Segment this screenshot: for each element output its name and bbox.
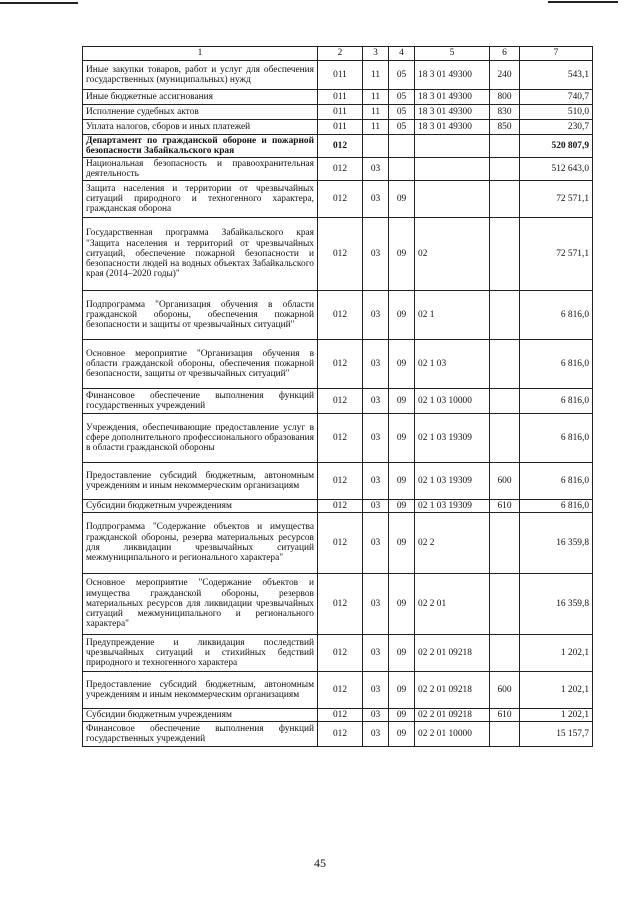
cell-expense-type — [490, 135, 520, 158]
cell-name: Предоставление субсидий бюджетным, автономным учреждениям и иным некоммерческим организациям — [83, 672, 318, 709]
cell-section: 03 — [363, 158, 389, 181]
cell-subsection: 09 — [389, 463, 415, 500]
cell-amount: 6 816,0 — [520, 414, 593, 463]
table-row — [83, 414, 593, 463]
cell-subsection — [389, 158, 415, 181]
col-header: 4 — [389, 47, 415, 61]
cell-subsection: 09 — [389, 500, 415, 513]
page-number: 45 — [314, 856, 326, 870]
col-header: 3 — [363, 47, 389, 61]
cell-subsection: 09 — [389, 218, 415, 291]
cell-expense-type: 800 — [490, 90, 520, 105]
cell-name: Учреждения, обеспечивающие предоставление услуг в сфере дополнительного профессионального образования в области гражданской обороны — [83, 414, 318, 463]
cell-name: Основное мероприятие "Организация обучения в области гражданской обороны, обеспечения пожарной безопасности, защиты от чрезвычайных ситуаций" — [83, 340, 318, 389]
table-row — [83, 291, 593, 340]
scan-edge-mark — [548, 1, 618, 3]
cell-expense-type — [490, 218, 520, 291]
cell-name: Субсидии бюджетным учреждениям — [83, 709, 318, 722]
table-row — [83, 61, 593, 90]
cell-amount: 1 202,1 — [520, 672, 593, 709]
col-header: 6 — [490, 47, 520, 61]
cell-expense-type: 850 — [490, 120, 520, 135]
cell-amount: 16 359,8 — [520, 574, 593, 635]
cell-section: 03 — [363, 340, 389, 389]
cell-amount: 72 571,1 — [520, 181, 593, 218]
cell-section: 03 — [363, 722, 389, 747]
cell-target-article: 02 1 03 19309 — [415, 463, 490, 500]
cell-target-article: 02 2 01 09218 — [415, 635, 490, 672]
cell-section: 11 — [363, 90, 389, 105]
cell-ministry-code: 012 — [318, 672, 363, 709]
cell-name: Департамент по гражданской обороне и пожарной безопасности Забайкальского края — [83, 135, 318, 158]
cell-amount: 520 807,9 — [520, 135, 593, 158]
cell-amount: 230,7 — [520, 120, 593, 135]
cell-ministry-code: 012 — [318, 340, 363, 389]
table-row — [83, 722, 593, 747]
table-row — [83, 158, 593, 181]
cell-name: Финансовое обеспечение выполнения функций государственных учреждений — [83, 389, 318, 414]
cell-subsection: 05 — [389, 105, 415, 120]
cell-expense-type: 600 — [490, 672, 520, 709]
cell-ministry-code: 011 — [318, 120, 363, 135]
cell-ministry-code: 012 — [318, 181, 363, 218]
cell-section: 03 — [363, 463, 389, 500]
cell-expense-type — [490, 291, 520, 340]
cell-subsection: 09 — [389, 722, 415, 747]
cell-ministry-code: 012 — [318, 574, 363, 635]
cell-amount: 16 359,8 — [520, 513, 593, 574]
cell-subsection: 09 — [389, 574, 415, 635]
table-row — [83, 389, 593, 414]
table-row — [83, 120, 593, 135]
cell-name: Основное мероприятие "Содержание объектов и имущества гражданской обороны, резервов материальных ресурсов для ликвидации чрезвычайных ситуаций межмуниципального и регионального характера" — [83, 574, 318, 635]
cell-amount: 6 816,0 — [520, 340, 593, 389]
cell-target-article: 02 1 03 10000 — [415, 389, 490, 414]
cell-section: 11 — [363, 105, 389, 120]
cell-ministry-code: 011 — [318, 105, 363, 120]
cell-ministry-code: 012 — [318, 218, 363, 291]
cell-ministry-code: 012 — [318, 158, 363, 181]
table-row — [83, 672, 593, 709]
col-header: 5 — [415, 47, 490, 61]
cell-name: Иные бюджетные ассигнования — [83, 90, 318, 105]
cell-ministry-code: 012 — [318, 709, 363, 722]
cell-expense-type — [490, 513, 520, 574]
cell-target-article — [415, 135, 490, 158]
cell-name: Государственная программа Забайкальского края "Защита населения и территорий от чрезвычайных ситуаций, обеспечение пожарной безопасности и безопасности людей на водных объектах Забайкальского края (2014–2020 годы)" — [83, 218, 318, 291]
cell-amount: 1 202,1 — [520, 709, 593, 722]
cell-name: Защита населения и территории от чрезвычайных ситуаций природного и техногенного характера, гражданская оборона — [83, 181, 318, 218]
cell-target-article: 18 3 01 49300 — [415, 120, 490, 135]
cell-expense-type — [490, 635, 520, 672]
cell-expense-type — [490, 414, 520, 463]
cell-target-article: 02 2 01 — [415, 574, 490, 635]
cell-name: Субсидии бюджетным учреждениям — [83, 500, 318, 513]
cell-name: Финансовое обеспечение выполнения функций государственных учреждений — [83, 722, 318, 747]
cell-amount: 740,7 — [520, 90, 593, 105]
cell-expense-type — [490, 722, 520, 747]
cell-section: 11 — [363, 61, 389, 90]
cell-ministry-code: 012 — [318, 135, 363, 158]
table-row — [83, 90, 593, 105]
table-row — [83, 574, 593, 635]
cell-target-article: 02 1 03 — [415, 340, 490, 389]
cell-name: Подпрограмма "Содержание объектов и имущества гражданской обороны, резерва материальных ресурсов для ликвидации чрезвычайных ситуаций межмуниципального и регионального характера" — [83, 513, 318, 574]
cell-subsection: 05 — [389, 120, 415, 135]
cell-section: 03 — [363, 635, 389, 672]
col-header: 1 — [83, 47, 318, 61]
cell-expense-type: 240 — [490, 61, 520, 90]
cell-ministry-code: 012 — [318, 635, 363, 672]
cell-target-article: 18 3 01 49300 — [415, 61, 490, 90]
cell-expense-type — [490, 389, 520, 414]
cell-expense-type — [490, 181, 520, 218]
cell-section: 03 — [363, 291, 389, 340]
cell-target-article: 02 2 01 09218 — [415, 672, 490, 709]
cell-subsection: 09 — [389, 513, 415, 574]
table-row — [83, 181, 593, 218]
cell-target-article: 18 3 01 49300 — [415, 105, 490, 120]
table-row — [83, 135, 593, 158]
cell-ministry-code: 012 — [318, 463, 363, 500]
table-header-row — [83, 47, 593, 61]
cell-ministry-code: 012 — [318, 291, 363, 340]
cell-section: 03 — [363, 181, 389, 218]
cell-ministry-code: 012 — [318, 414, 363, 463]
cell-ministry-code: 012 — [318, 513, 363, 574]
cell-amount: 1 202,1 — [520, 635, 593, 672]
cell-ministry-code: 011 — [318, 90, 363, 105]
cell-subsection: 09 — [389, 340, 415, 389]
table-row — [83, 635, 593, 672]
cell-target-article: 02 1 03 19309 — [415, 500, 490, 513]
cell-target-article: 02 — [415, 218, 490, 291]
cell-subsection: 09 — [389, 709, 415, 722]
cell-section: 03 — [363, 709, 389, 722]
cell-subsection: 09 — [389, 414, 415, 463]
cell-name: Национальная безопасность и правоохранительная деятельность — [83, 158, 318, 181]
cell-expense-type: 830 — [490, 105, 520, 120]
cell-name: Исполнение судебных актов — [83, 105, 318, 120]
cell-target-article: 18 3 01 49300 — [415, 90, 490, 105]
cell-target-article: 02 1 03 19309 — [415, 414, 490, 463]
cell-name: Иные закупки товаров, работ и услуг для обеспечения государственных (муниципальных) нужд — [83, 61, 318, 90]
table-row — [83, 709, 593, 722]
col-header: 2 — [318, 47, 363, 61]
cell-name: Подпрограмма "Организация обучения в области гражданской обороны, обеспечения пожарной безопасности и защиты от чрезвычайных ситуаций" — [83, 291, 318, 340]
cell-section: 03 — [363, 574, 389, 635]
cell-subsection: 09 — [389, 672, 415, 709]
cell-name: Предоставление субсидий бюджетным, автономным учреждениям и иным некоммерческим организациям — [83, 463, 318, 500]
table-row — [83, 340, 593, 389]
cell-ministry-code: 012 — [318, 722, 363, 747]
cell-amount: 6 816,0 — [520, 500, 593, 513]
cell-name: Предупреждение и ликвидация последствий чрезвычайных ситуаций и стихийных бедствий природного и техногенного характера — [83, 635, 318, 672]
cell-ministry-code: 011 — [318, 61, 363, 90]
table-row — [83, 500, 593, 513]
cell-amount: 512 643,0 — [520, 158, 593, 181]
table-row — [83, 513, 593, 574]
cell-amount: 6 816,0 — [520, 291, 593, 340]
budget-table — [82, 46, 593, 747]
cell-amount: 15 157,7 — [520, 722, 593, 747]
table-row — [83, 463, 593, 500]
cell-expense-type: 610 — [490, 709, 520, 722]
cell-expense-type — [490, 574, 520, 635]
cell-target-article — [415, 158, 490, 181]
cell-section — [363, 135, 389, 158]
cell-section: 11 — [363, 120, 389, 135]
cell-expense-type — [490, 340, 520, 389]
cell-target-article: 02 1 — [415, 291, 490, 340]
cell-section: 03 — [363, 414, 389, 463]
cell-section: 03 — [363, 513, 389, 574]
table-body — [83, 61, 593, 747]
cell-subsection: 09 — [389, 291, 415, 340]
cell-expense-type — [490, 158, 520, 181]
cell-section: 03 — [363, 218, 389, 291]
cell-section: 03 — [363, 389, 389, 414]
cell-subsection: 05 — [389, 61, 415, 90]
cell-expense-type: 610 — [490, 500, 520, 513]
cell-amount: 72 571,1 — [520, 218, 593, 291]
cell-section: 03 — [363, 672, 389, 709]
cell-subsection — [389, 135, 415, 158]
cell-amount: 6 816,0 — [520, 463, 593, 500]
cell-target-article — [415, 181, 490, 218]
cell-target-article: 02 2 01 10000 — [415, 722, 490, 747]
cell-amount: 510,0 — [520, 105, 593, 120]
cell-subsection: 09 — [389, 389, 415, 414]
scan-edge-mark — [0, 2, 78, 4]
cell-subsection: 05 — [389, 90, 415, 105]
cell-amount: 6 816,0 — [520, 389, 593, 414]
cell-amount: 543,1 — [520, 61, 593, 90]
cell-ministry-code: 012 — [318, 389, 363, 414]
table-row — [83, 105, 593, 120]
cell-section: 03 — [363, 500, 389, 513]
cell-name: Уплата налогов, сборов и иных платежей — [83, 120, 318, 135]
cell-target-article: 02 2 01 09218 — [415, 709, 490, 722]
cell-subsection: 09 — [389, 635, 415, 672]
cell-subsection: 09 — [389, 181, 415, 218]
table-row — [83, 218, 593, 291]
col-header: 7 — [520, 47, 593, 61]
cell-ministry-code: 012 — [318, 500, 363, 513]
cell-target-article: 02 2 — [415, 513, 490, 574]
cell-expense-type: 600 — [490, 463, 520, 500]
